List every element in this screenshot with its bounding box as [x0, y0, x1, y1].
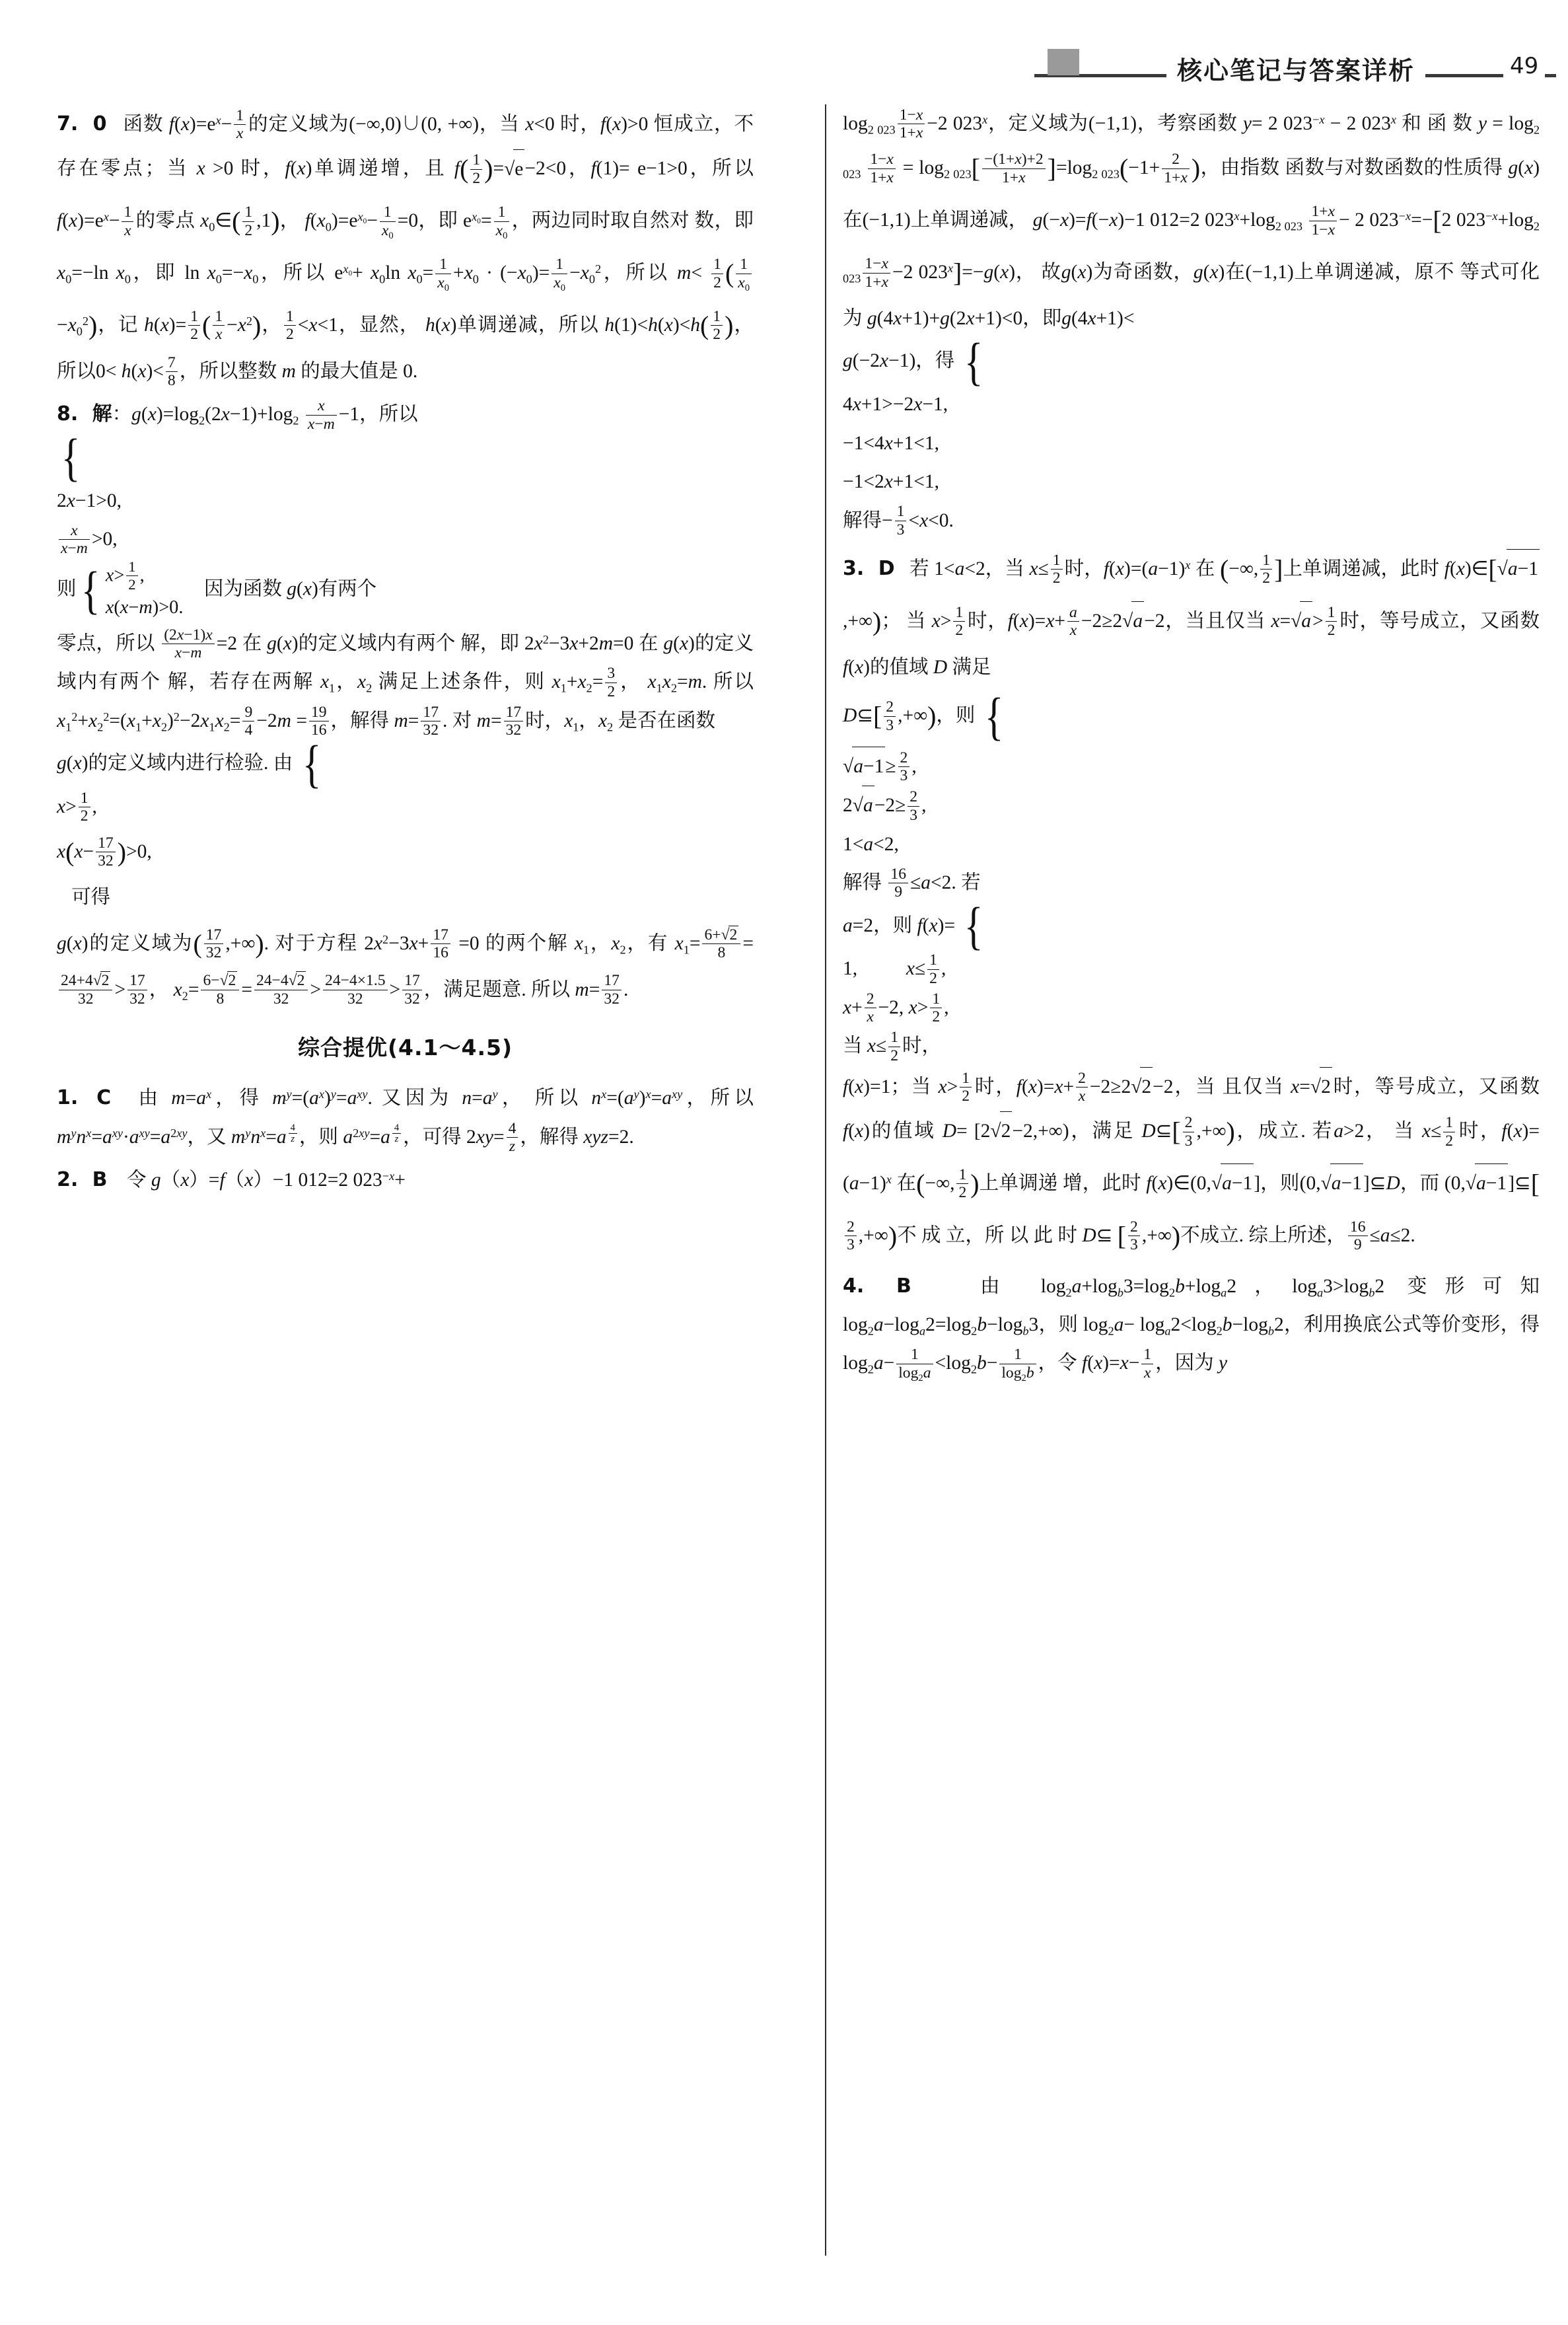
- item-number: 1.: [57, 1086, 79, 1110]
- header-marker-icon: [1048, 49, 1079, 75]
- answer-item-2: 2. B 令 g（x）=f（x）−1 012=2 $023^{-x}+$: [57, 1168, 406, 1192]
- answer-item-4: 4. B 由 $\log_2a+\log_b3=\log_2b+\log_a2$，$\log_a3>\log_b2$ 变形可知 $\log_2a-\log_a2=\log_2b-\log_b3$，则 $\log_2a- \log_a2<\log_2b-\log_b2$，利用换底公式等价变形，得 $\log_2a-$ $\frac{1}{\log_2a}$ $<\log_2b-$ $\frac{1}{\log_2b}$ ，令 f(x)=x− $\frac{1}{x}$ ，因为 y: [843, 1274, 1540, 1384]
- item-answer: 解: [92, 402, 112, 426]
- item-answer: C: [96, 1086, 112, 1110]
- answer-item-8: 8. 解：$g(x)=\log_2(2x-1)+\log_2$ $\frac{x}{x-m}$ −1，所以 { 2x−1>0, $\frac{x}{x-m}$ >0, 则 { x> $\frac{1}{2}$ , x(x−m)>0. 因为函数 g(x)有两个 零点，所以 $\frac{(2x-1)x}{x-m}$ =2 在 g(x)的定义域内有两个 解，即 $2x^2-3x+2m=0$ 在 g(x)的定义域内有两个 解，若存在两解 $x_1$，$x_2$ 满足上述条件，则 $x_1+x_2=$ $\frac{3}{2}$ ， $x_1x_2=m$. 所以 $x_1^2+x_2^2=(x_1+x_2)^2-2x_1x_2=$ $\frac{9}{4}$ −2m = $\frac{19}{16}$ ，解得 m= $\frac{17}{32}$ . 对 m= $\frac{17}{32}$ 时，$x_1$，$x_2$ 是否在函数 g(x)的定义域内进行检验. 由 { x> $\frac{1}{2}$ , x(x− $\frac{17}{32}$ )>0, 可得 g(x)的定义域为( $\frac{17}{32}$ ,+∞). 对于方程 $2x^2-3x+$ $\frac{17}{16}$ =0 的两个解 $x_1$，$x_2$，有 $x_1=$ $\frac{6+√2}{8}$ = $\frac{24+4√2}{32}$ > $\frac{17}{32}$ ， $x_2=$ $\frac{6-√2}{8}$ = $\frac{24-4√2}{32}$ > $\frac{24-4\times 1.5}{32}$ > $\frac{17}{32}$ ，满足题意. 所以 m= $\frac{17}{32}$ .: [57, 397, 754, 1008]
- left-column: [57, 104, 754, 1204]
- item-answer: B: [896, 1274, 911, 1298]
- item-number: 4.: [843, 1274, 865, 1298]
- item-answer: D: [878, 557, 895, 581]
- answer-item-1: 1. C 由 $m=a^x$，得 $m^y=(a^x)^y=a^{xy}$. 又因为 $n=a^y$， 所以 $n^x=(a^y)^x=a^{xy}$，所以 $m^yn^x=a^{xy}\cdot a^{xy}=a^{2xy}$，又 $m^yn^x=a$ $^{\frac{4}{z}}$ ，则 $a^{2xy}=a$ $^{\frac{4}{z}}$ ，可得 2xy= $\frac{4}{z}$ ，解得 xyz=2.: [57, 1086, 754, 1156]
- inequality-system-1: {: [61, 429, 81, 488]
- item-number: 2.: [57, 1168, 79, 1192]
- page-body: [57, 104, 1540, 2278]
- page-header: [57, 40, 1539, 90]
- answer-item-3: 3. D 若 1<a<2，当 x≤ $\frac{1}{2}$ 时，$f(x)=(a-1)^x$ 在 (−∞, $\frac{1}{2}$ ]上单调递减，此时 f(x)∈[√a−1,+∞)； 当 x> $\frac{1}{2}$ 时，f(x)=x+ $\frac{a}{x}$ −2≥2√a−2，当且仅当 x=√a> $\frac{1}{2}$ 时，等号成立，又函数 f(x)的值域 D 满足 D⊆[ $\frac{2}{3}$ ,+∞)，则 { √a−1≥ $\frac{2}{3}$ , 2√a−2≥ $\frac{2}{3}$ , 1<a<2, 解得 $\frac{16}{9}$ ≤a<2. 若 a=2，则 f(x)= { 1, x≤ $\frac{1}{2}$ , x+ $\frac{2}{x}$ −2, x> $\frac{1}{2}$ , 当 x≤ $\frac{1}{2}$ 时， f(x)=1；当 x> $\frac{1}{2}$ 时，f(x)=x+ $\frac{2}{x}$ −2≥2√2−2，当 且仅当 x=√2时，等号成立，又函数 f(x)的值域 D= [2√2−2,+∞)，满足 D⊆[ $\frac{2}{3}$ ,+∞)，成立. 若a>2， 当 x≤ $\frac{1}{2}$ 时，$f(x)=(a-1)^x$ 在(−∞, $\frac{1}{2}$ )上单调递 增，此时 f(x)∈(0,√a−1]，则(0,√a−1]⊆D，而 (0,√a−1]⊆[ $\frac{2}{3}$ ,+∞)不 成 立，所 以 此 时 D⊆ [ $\frac{2}{3}$ ,+∞)不成立. 综上所述， $\frac{16}{9}$ ≤a≤2.: [843, 544, 1540, 1263]
- page-title: 核心笔记与答案详析: [1166, 50, 1425, 87]
- inequality-system-2: { x> $\frac{1}{2}$ , x(x−m)>0.: [81, 558, 184, 620]
- item-number: 8.: [57, 402, 79, 426]
- inequality-system-3: {: [302, 735, 322, 793]
- answer-item-7: 7. 0 函数 $f(x)=e^x-$ $\frac{1}{x}$ 的定义域为(−∞,0)∪(0, +∞)，当 x<0 时，f(x)>0 恒成立，不存在零点；当 x >0 时，f(x)单调递增，且 f( $\frac{1}{2}$ )=√e−2<0，f(1)= e−1>0，所以 $f(x)=e^x-$ $\frac{1}{x}$ 的零点 $x_0\in$( $\frac{1}{2}$ ,1)， $f(x_0)=e^{x_0}-$ $\frac{1}{x_0}$ =0，即 $e^{x_0}=$ $\frac{1}{x_0}$ ，两边同时取自然对 数，即 $x_0=-\ln$ $x_0$，即 $\ln x_0=-x_0$，所以 $e^{x_0}+ x_0\ln$ $x_0=$ $\frac{1}{x_0}$ $+x_0 \cdot (-x_0)=$ $\frac{1}{x_0}$ $-x_0^2$，所以 m< $\frac{1}{2}$ ( $\frac{1}{x_0}$ $-x_0^2$)，记 h(x)= $\frac{1}{2}$ ( $\frac{1}{x}$ $-x^2$)， $\frac{1}{2}$ <x<1，显然， h(x)单调递减，所以 h(1)<h(x)<h( $\frac{1}{2}$ )，所以0< h(x)< $\frac{7}{8}$ ，所以整数 m 的最大值是 0.: [57, 106, 754, 390]
- page-number: 49: [1503, 53, 1545, 79]
- item-answer: 0: [92, 112, 107, 135]
- item-number: 7.: [57, 112, 79, 135]
- answer-item-2-continued: $\log_{2 023}$ $\frac{1-x}{1+x}$ −2 023$^x$，定义域为(−1,1)，考察函数 y= 2 $023^{-x} - 2$ 023$^x$ 和 函 数 $y = \log_{2 023}$ $\frac{1-x}{1+x}$ = $\log_{2 023}$[ $\frac{-(1+x)+2}{1+x}$ ]$=\log_{2 023}(-1+$ $\frac{2}{1+x}$ )，由指数 函数与对数函数的性质得 g(x)在(−1,1)上单调递减， g(−x)=f(−x)−1 012=2 $023^x+\log_{2 023}$ $\frac{1+x}{1-x}$ − 2 $023^{-x}=-[2$ $023^{-x}+\log_{2 023}$ $\frac{1-x}{1+x}$ −2 $023^x]=-g(x)$， 故g(x)为奇函数，g(x)在(−1,1)上单调递减，原不 等式可化为 g(4x+1)+g(2x+1)<0，即g(4x+1)< g(−2x−1)，得 { 4x+1>−2x−1, −1<4x+1<1, −1<2x+1<1, 解得− $\frac{1}{3}$ <x<0.: [843, 106, 1540, 538]
- inequality-system-5: {: [984, 687, 1004, 746]
- item-number: 3.: [843, 557, 865, 581]
- piecewise-function: {: [964, 897, 983, 956]
- inequality-system-4: {: [964, 332, 983, 391]
- item-answer: B: [92, 1168, 108, 1192]
- column-divider: [825, 104, 826, 2256]
- section-title: 综合提优(4.1～4.5): [297, 1035, 513, 1061]
- right-column: [843, 104, 1540, 1387]
